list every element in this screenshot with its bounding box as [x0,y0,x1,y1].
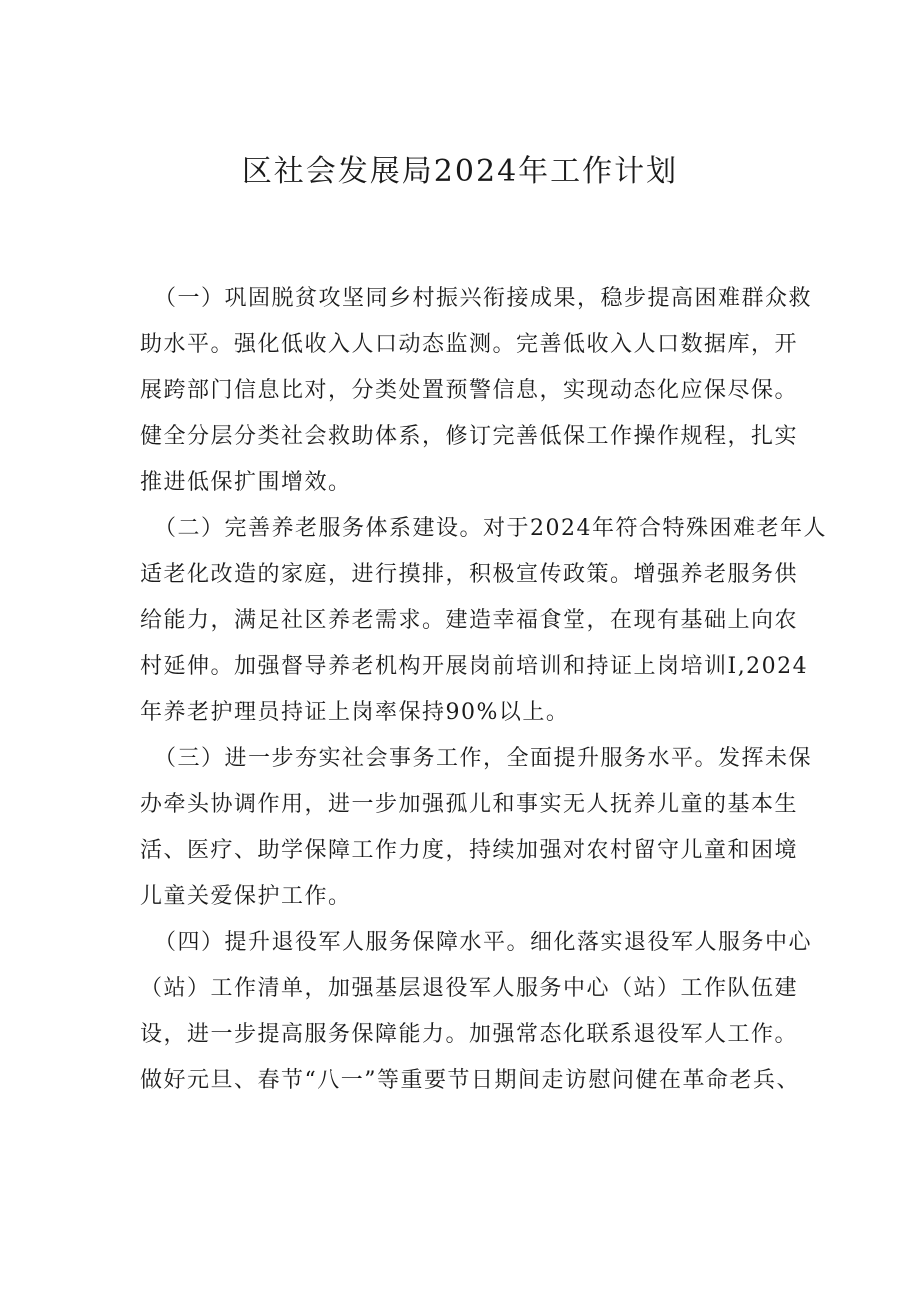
body-text-line: 活、医疗、助学保障工作力度，持续加强对农村留守儿童和困境 [140,838,799,863]
body-text-line: （站）工作清单，加强基层退役军人服务中心（站）工作队伍建 [140,976,799,1001]
document-body [140,276,827,1104]
body-text-line: （四）提升退役军人服务保障水平。细化落实退役军人服务中心 [154,930,813,955]
body-text-line: 给能力，满足社区养老需求。建造幸福食堂，在现有基础上向农 [140,608,799,633]
body-text-line: 健全分层分类社会救助体系，修订完善低保工作操作规程，扎实 [140,424,799,449]
body-text-line: 助水平。强化低收入人口动态监测。完善低收入人口数据库，开 [140,332,799,357]
body-text-line: 适老化改造的家庭，进行摸排，积极宣传政策。增强养老服务供 [140,562,799,587]
body-text-line: 做好元旦、春节“八一”等重要节日期间走访慰问健在革命老兵、 [140,1068,800,1093]
body-text-line: 年养老护理员持证上岗率保持90%以上。 [140,700,570,725]
body-text-line: （二）完善养老服务体系建设。对于2024年符合特殊困难老年人 [154,516,827,541]
body-text-line: 展跨部门信息比对，分类处置预警信息，实现动态化应保尽保。 [140,378,799,403]
body-text-line: 村延伸。加强督导养老机构开展岗前培训和持证上岗培训I,2024 [140,654,809,679]
body-text-line: 推进低保扩围增效。 [140,470,352,495]
body-text-line: （一）巩固脱贫攻坚同乡村振兴衔接成果，稳步提高困难群众救 [154,286,813,311]
document-title: 区社会发展局2024年工作计划 [241,154,679,189]
body-text-line: 办牵头协调作用，进一步加强孤儿和事实无人抚养儿童的基本生 [140,792,799,817]
body-text-line: 儿童关爱保护工作。 [140,884,352,909]
body-text-line: 设，进一步提高服务保障能力。加强常态化联系退役军人工作。 [140,1022,799,1047]
body-text-line: （三）进一步夯实社会事务工作，全面提升服务水平。发挥未保 [154,746,813,771]
